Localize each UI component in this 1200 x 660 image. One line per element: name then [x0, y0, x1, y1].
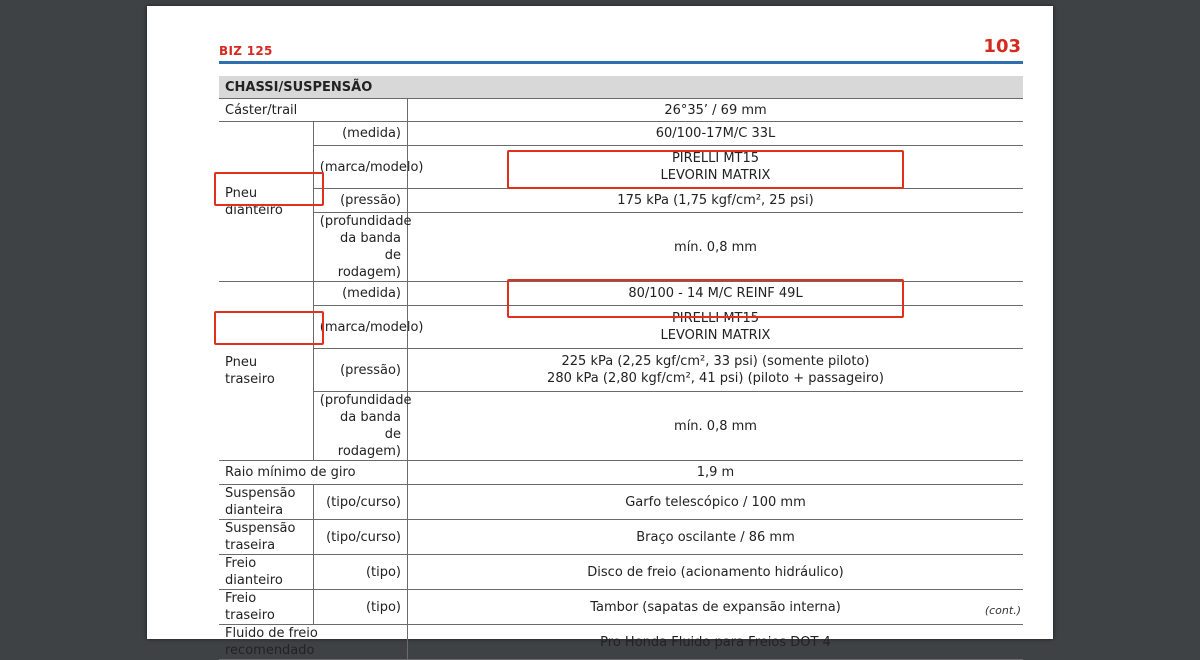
section-title: CHASSI/SUSPENSÃO — [219, 76, 1023, 99]
row-param: (tipo) — [313, 590, 407, 625]
value-line: LEVORIN MATRIX — [660, 328, 771, 343]
row-value: 26°35’ / 69 mm — [408, 99, 1024, 122]
front-tire-label-cell — [219, 122, 313, 282]
table-row — [219, 306, 1023, 349]
rear-tire-label-cell — [219, 282, 313, 461]
value-line: PIRELLI MT15 — [671, 151, 760, 166]
row-param: (marca/modelo) — [313, 306, 407, 349]
row-label: Suspensão traseira — [219, 520, 313, 555]
value-line: 225 kPa (2,25 kgf/cm², 33 psi) (somente piloto) — [561, 354, 870, 369]
row-param: (pressão) — [313, 349, 407, 392]
row-label: Raio mínimo de giro — [219, 461, 408, 485]
table-row — [219, 213, 1023, 282]
row-param — [313, 213, 412, 282]
row-value — [408, 306, 1024, 349]
table-row — [219, 189, 1023, 213]
param-line: rodagem) — [337, 444, 401, 459]
table-row — [219, 461, 1023, 485]
row-value: 175 kPa (1,75 kgf/cm², 25 psi) — [408, 189, 1024, 213]
spec-table — [219, 99, 1023, 660]
row-label: Pneu traseiro — [225, 355, 275, 387]
row-value: mín. 0,8 mm — [408, 213, 1024, 282]
row-label: Freio dianteiro — [219, 555, 313, 590]
row-value: Disco de freio (acionamento hidráulico) — [408, 555, 1024, 590]
table-row — [219, 122, 1023, 146]
model-name: BIZ 125 — [219, 44, 273, 58]
table-row — [219, 392, 1023, 461]
continued-note: (cont.) — [984, 604, 1021, 617]
param-line: (profundidade da banda de — [319, 214, 412, 263]
manual-page — [147, 6, 1053, 658]
row-label: Suspensão dianteira — [219, 485, 313, 520]
table-row — [219, 555, 1023, 590]
row-param: (marca/modelo) — [313, 146, 407, 189]
row-label: Cáster/trail — [219, 99, 408, 122]
value-line: PIRELLI MT15 — [671, 311, 760, 326]
table-row — [219, 485, 1023, 520]
table-row — [219, 282, 1023, 306]
row-label: Fluido de freio recomendado — [219, 625, 408, 660]
row-value: 80/100 - 14 M/C REINF 49L — [408, 282, 1024, 306]
row-value: Garfo telescópico / 100 mm — [408, 485, 1024, 520]
row-param: (medida) — [313, 282, 407, 306]
table-row — [219, 625, 1023, 660]
table-row — [219, 590, 1023, 625]
param-line: rodagem) — [337, 265, 401, 280]
table-row — [219, 520, 1023, 555]
row-param: (tipo/curso) — [313, 520, 407, 555]
value-line: LEVORIN MATRIX — [660, 168, 771, 183]
row-param: (tipo/curso) — [313, 485, 407, 520]
row-param: (pressão) — [313, 189, 407, 213]
table-row — [219, 146, 1023, 189]
row-value: Braço oscilante / 86 mm — [408, 520, 1024, 555]
row-value — [408, 349, 1024, 392]
table-row — [219, 99, 1023, 122]
row-param: (medida) — [313, 122, 407, 146]
row-label: Freio traseiro — [219, 590, 313, 625]
row-value — [408, 146, 1024, 189]
param-line: (profundidade da banda de — [319, 393, 412, 442]
row-value: Pro Honda Fluido para Freios DOT 4 — [408, 625, 1024, 660]
row-value: 1,9 m — [408, 461, 1024, 485]
row-param: (tipo) — [313, 555, 407, 590]
value-line: 280 kPa (2,80 kgf/cm², 41 psi) (piloto + passageiro) — [547, 371, 884, 386]
row-param — [313, 392, 412, 461]
row-value: Tambor (sapatas de expansão interna) — [408, 590, 1024, 625]
header-divider — [219, 61, 1023, 64]
table-row — [219, 349, 1023, 392]
row-label: Pneu dianteiro — [225, 185, 283, 218]
row-value: 60/100-17M/C 33L — [408, 122, 1024, 146]
page-number: 103 — [983, 36, 1021, 57]
row-value: mín. 0,8 mm — [408, 392, 1024, 461]
